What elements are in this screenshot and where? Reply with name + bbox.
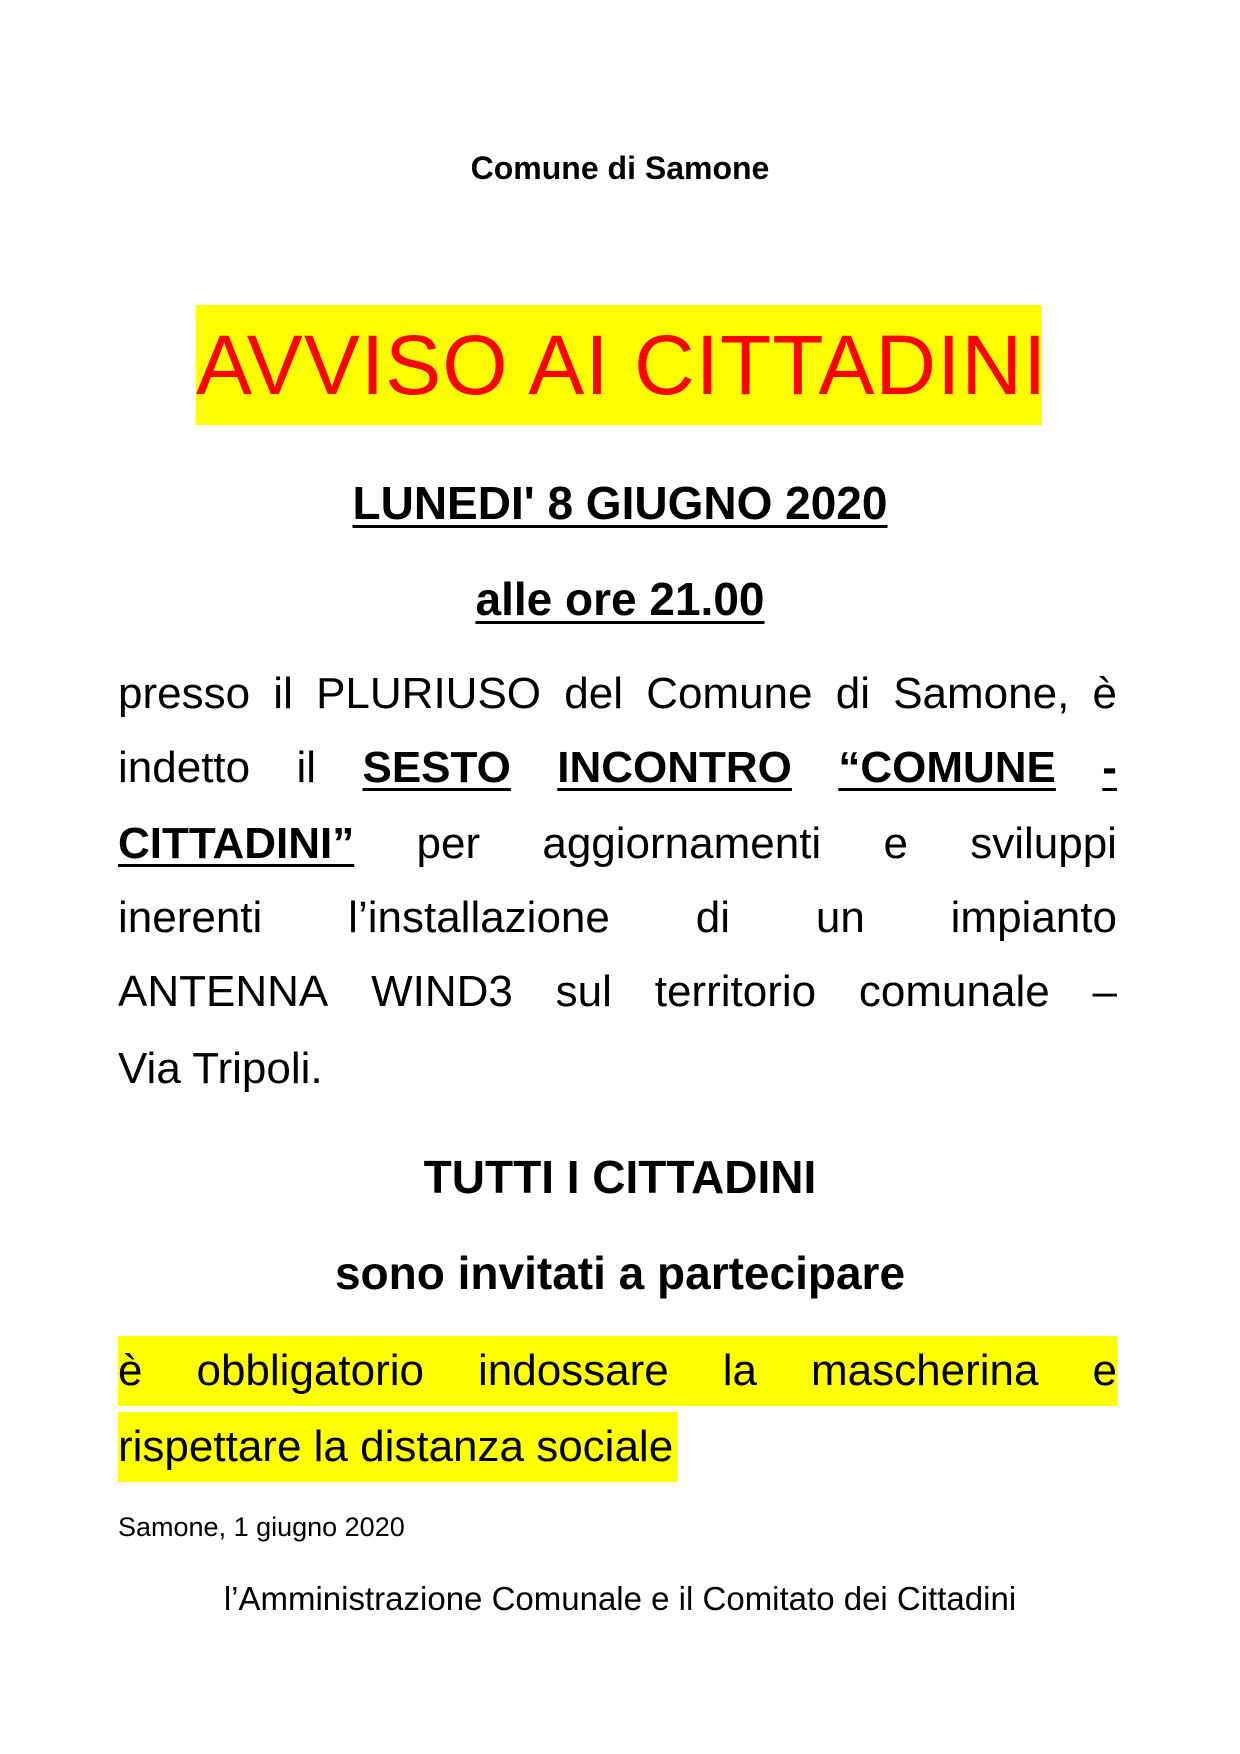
mask-notice-line-1: [118, 1336, 1117, 1406]
word: Samone,: [893, 669, 1070, 718]
invitation-heading: TUTTI I CITTADINI: [423, 1151, 817, 1203]
event-time: alle ore 21.00: [475, 573, 765, 625]
word: la: [722, 1346, 758, 1395]
word: territorio: [654, 967, 817, 1016]
place-date: Samone, 1 giugno 2020: [118, 1512, 405, 1542]
address-text: Via Tripoli.: [118, 1044, 323, 1093]
word: obbligatorio: [196, 1346, 424, 1395]
invitation-subheading: sono invitati a partecipare: [334, 1247, 906, 1299]
word: è: [1092, 669, 1117, 718]
word: ANTENNA: [118, 967, 329, 1016]
word: l’installazione: [348, 893, 610, 942]
body-line-3: [118, 818, 1117, 870]
word: il: [296, 743, 317, 792]
word: sul: [555, 967, 612, 1016]
word: mascherina: [811, 1346, 1039, 1395]
meeting-name-word: CITTADINI”: [118, 819, 355, 868]
word: e: [1092, 1346, 1117, 1395]
word: Comune: [646, 669, 813, 718]
word: PLURIUSO: [316, 669, 542, 718]
word: per: [416, 819, 481, 868]
word: WIND3: [371, 967, 513, 1016]
title-highlight-box: [196, 305, 1048, 425]
word: è: [118, 1346, 143, 1395]
word: sviluppi: [970, 819, 1117, 868]
signature: l’Amministrazione Comunale e il Comitato dei Cittadini: [223, 1580, 1017, 1617]
municipality-name: Comune di Samone: [470, 150, 770, 186]
word: comunale: [858, 967, 1050, 1016]
word: il: [273, 669, 293, 718]
body-line-4: [118, 892, 1117, 944]
word: di: [695, 893, 730, 942]
meeting-name-word: -: [1102, 743, 1117, 792]
meeting-name-word: SESTO: [362, 743, 511, 792]
body-line-5: [118, 966, 1117, 1018]
word: un: [815, 893, 865, 942]
word: del: [564, 669, 623, 718]
word: e: [883, 819, 908, 868]
word: –: [1092, 967, 1117, 1016]
mask-notice-line-2: rispettare la distanza sociale: [118, 1412, 677, 1482]
notice-title: AVVISO AI CITTADINI: [196, 318, 1048, 412]
meeting-name-word: INCONTRO: [557, 743, 792, 792]
word: presso: [118, 669, 251, 718]
body-line-6: [118, 1043, 1117, 1095]
word: di: [835, 669, 870, 718]
word: impianto: [950, 893, 1117, 942]
body-line-1: [118, 668, 1117, 720]
meeting-name-word: “COMUNE: [838, 743, 1056, 792]
word: inerenti: [118, 893, 263, 942]
body-line-2: [118, 742, 1117, 794]
event-date: LUNEDI' 8 GIUGNO 2020: [352, 477, 888, 529]
word: aggiornamenti: [542, 819, 822, 868]
word: indetto: [118, 743, 251, 792]
word: indossare: [477, 1346, 669, 1395]
